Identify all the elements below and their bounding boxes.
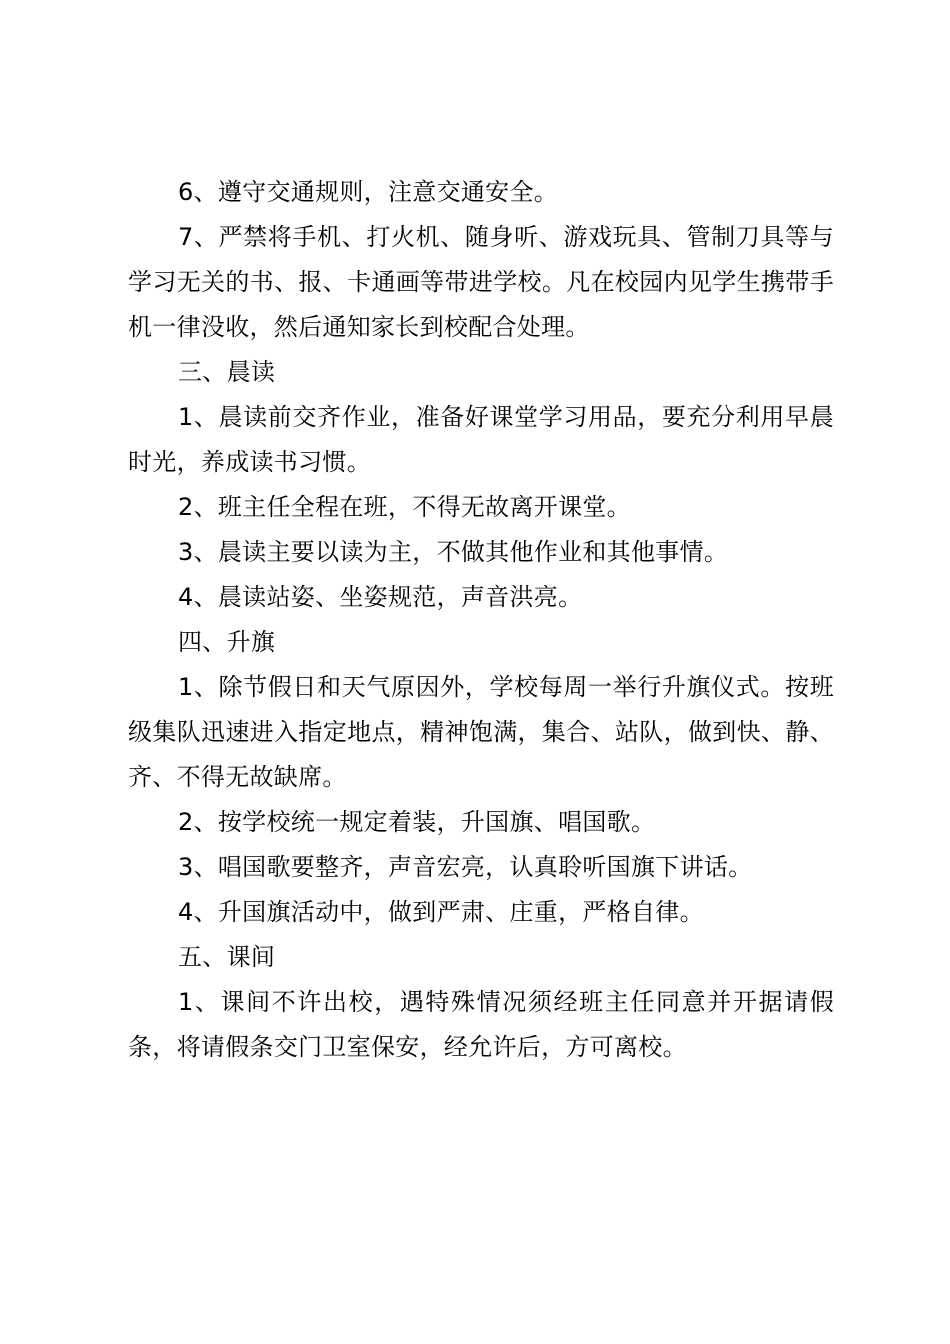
document-body	[128, 170, 834, 1070]
rule-item-7: 7、严禁将手机、打火机、随身听、游戏玩具、管制刀具等与学习无关的书、报、卡通画等带进学校。凡在校园内见学生携带手机一律没收，然后通知家长到校配合处理。	[128, 223, 834, 341]
morning-reading-item-1: 1、晨读前交齐作业，准备好课堂学习用品，要充分利用早晨时光，养成读书习惯。	[128, 403, 834, 476]
recess-item-1: 1、课间不许出校，遇特殊情况须经班主任同意并开据请假条，将请假条交门卫室保安，经允许后，方可离校。	[128, 988, 834, 1061]
morning-reading-item-2: 2、班主任全程在班，不得无故离开课堂。	[178, 493, 631, 521]
section-heading-flag-raising: 四、升旗	[178, 628, 276, 656]
morning-reading-item-3: 3、晨读主要以读为主，不做其他作业和其他事情。	[178, 538, 729, 566]
section-heading-morning-reading: 三、晨读	[178, 358, 276, 386]
flag-raising-item-1: 1、除节假日和天气原因外，学校每周一举行升旗仪式。按班级集队迅速进入指定地点，精神饱满，集合、站队，做到快、静、齐、不得无故缺席。	[128, 673, 834, 791]
rule-item-6: 6、遵守交通规则，注意交通安全。	[178, 178, 559, 206]
flag-raising-item-2: 2、按学校统一规定着装，升国旗、唱国歌。	[178, 808, 656, 836]
morning-reading-item-4: 4、晨读站姿、坐姿规范，声音洪亮。	[178, 583, 583, 611]
section-heading-recess: 五、课间	[178, 943, 276, 971]
flag-raising-item-3: 3、唱国歌要整齐，声音宏亮，认真聆听国旗下讲话。	[178, 853, 753, 881]
flag-raising-item-4: 4、升国旗活动中，做到严肃、庄重，严格自律。	[178, 898, 704, 926]
